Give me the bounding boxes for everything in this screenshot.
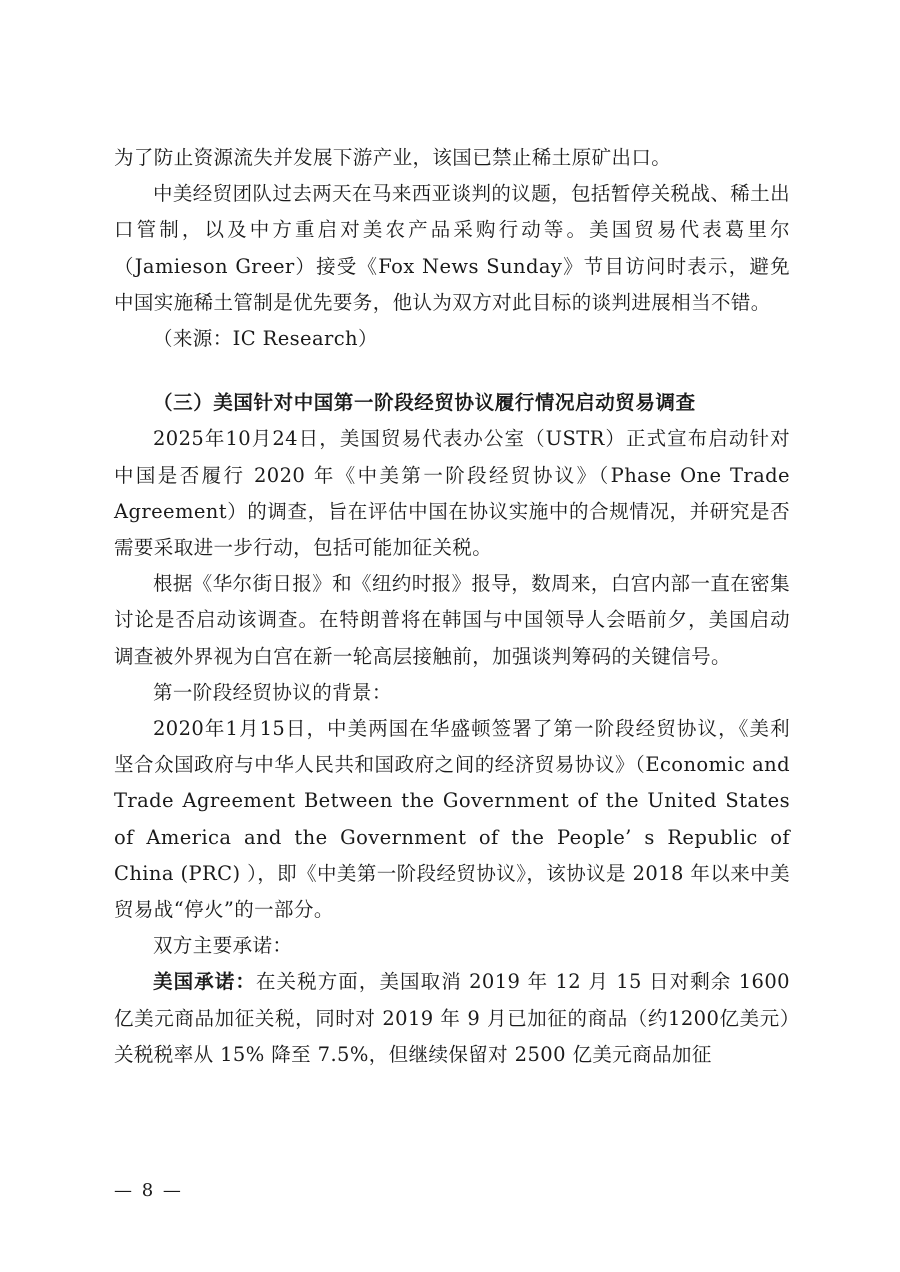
paragraph-export-ban: 为了防止资源流失并发展下游产业，该国已禁止稀土原矿出口。 [114, 146, 672, 169]
paragraph-negotiation-topics: 中美经贸团队过去两天在马来西亚谈判的议题，包括暂停关税战、稀土出口管制，以及中方重启对美农产品采购行动等。美国贸易代表葛里尔（Jamieson Greer）接受《Fox News Sunday》节目访问时表示，避免中国实施稀土管制是优先要务，他认为双方对此目标的谈判进展相当不错。 [114, 182, 790, 314]
paragraph-agreement-history: 2020年1月15日，中美两国在华盛顿签署了第一阶段经贸协议，《美利坚合众国政府与中华人民共和国政府之间的经济贸易协议》（Economic and Trade Agreement Between the Government of the United States of America and the Government of the People’ s Republic of China (PRC) ），即《中美第一阶段经贸协议》，该协议是 2018 年以来中美贸易战“停火”的一部分。 [114, 717, 790, 922]
paragraph-background-label: 第一阶段经贸协议的背景： [153, 680, 392, 704]
paragraph-us-commitments [114, 964, 790, 1073]
body-text [114, 140, 790, 1073]
paragraph-media-reports: 根据《华尔街日报》和《纽约时报》报导，数周来，白宫内部一直在密集讨论是否启动该调查。在特朗普将在韩国与中国领导人会晤前夕，美国启动调查被外界视为白宫在新一轮高层接触前，加强谈判筹码的关键信号。 [114, 572, 790, 668]
us-commitments-text: 在关税方面，美国取消 2019 年 12 月 15 日对剩余 1600 亿美元商品加征关税，同时对 2019 年 9 月已加征的商品（约1200亿美元）关税税率从 15% 降至 7.5%，但继续保留对 2500 亿美元商品加征 [114, 970, 790, 1066]
us-commitments-label: 美国承诺： [153, 970, 256, 994]
page-number: — 8 — [114, 1180, 183, 1201]
section-spacer [114, 357, 790, 385]
paragraph-source: （来源：IC Research） [153, 327, 378, 351]
paragraph-commitments-label: 双方主要承诺： [153, 934, 293, 958]
paragraph-ustr-investigation: 2025年10月24日，美国贸易代表办公室（USTR）正式宣布启动针对中国是否履行 2020 年《中美第一阶段经贸协议》（Phase One Trade Agreement）的调查，旨在评估中国在协议实施中的合规情况，并研究是否需要采取进一步行动，包括可能加征关税。 [114, 427, 790, 560]
section-heading: （三）美国针对中国第一阶段经贸协议履行情况启动贸易调查 [153, 391, 696, 415]
